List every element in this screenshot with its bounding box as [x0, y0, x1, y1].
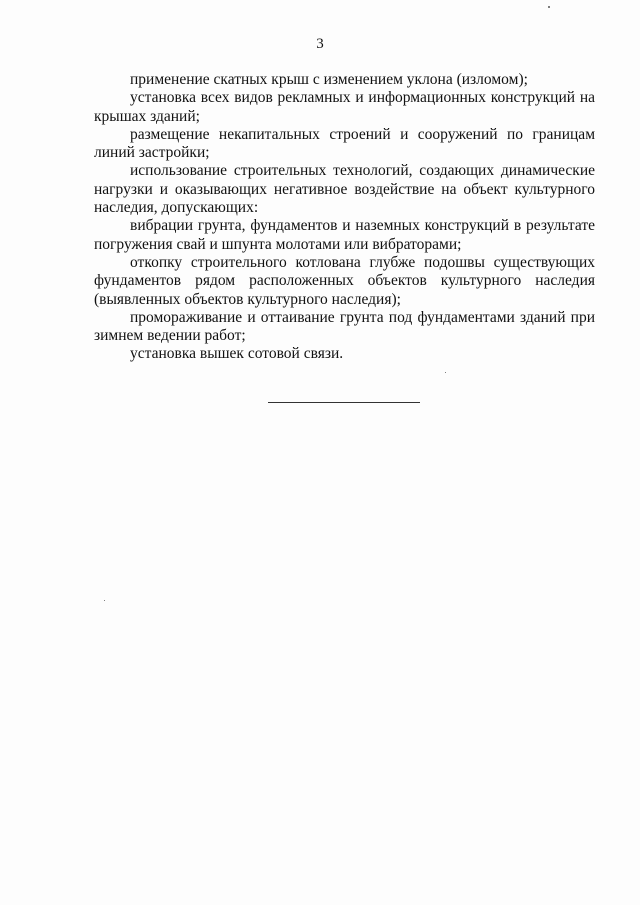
scan-speck: [104, 600, 105, 601]
paragraph-ground-vibration: вибрации грунта, фундаментов и наземных конструкций в результате погружения свай и шпунта молотами или вибраторами;: [94, 217, 595, 253]
page-number: 3: [316, 36, 324, 52]
paragraph-freezing-thawing: промораживание и оттаивание грунта под фундаментами зданий при зимнем ведении работ;: [94, 308, 595, 345]
paragraph-construction-technologies: использование строительных технологий, создающих динамические нагрузки и оказывающих негативное воздействие на объект культурного наследия, допускающих:: [94, 162, 595, 217]
end-of-text-rule: [268, 402, 420, 403]
paragraph-excavation: откопку строительного котлована глубже подошвы существующих фундаментов рядом расположенных объектов культурного наследия (выявленных объектов культурного наследия);: [94, 253, 595, 308]
body-text: [94, 71, 595, 364]
paragraph-temporary-structures: размещение некапитальных строений и сооружений по границам линий застройки;: [94, 125, 595, 162]
scan-speck: [548, 6, 550, 8]
scan-speck: [445, 372, 446, 373]
paragraph-pitched-roofs: применение скатных крыш с изменением уклона (изломом);: [130, 71, 528, 88]
paragraph-advertising-structures: установка всех видов рекламных и информационных конструкций на крышах зданий;: [94, 89, 595, 125]
paragraph-cell-towers: установка вышек сотовой связи.: [130, 345, 344, 363]
